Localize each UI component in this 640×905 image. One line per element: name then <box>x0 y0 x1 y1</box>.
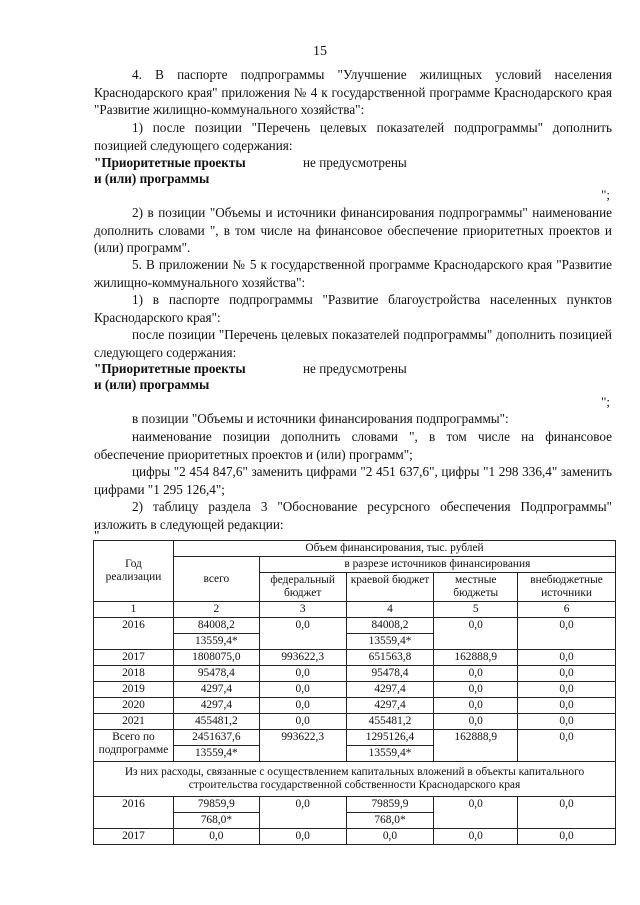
col-num: 3 <box>259 602 346 618</box>
cell-total: 2451637,6 <box>173 730 259 746</box>
page-number: 15 <box>313 44 327 59</box>
cell-federal: 0,0 <box>259 618 346 650</box>
header-extra: внебюджетные источники <box>518 573 616 602</box>
row-year: 2021 <box>94 714 174 730</box>
paragraph-4-1: 1) после позиции "Перечень целевых показателей подпрограммы" дополнить позицией следующего содержания: <box>94 120 612 153</box>
block1-label-1: "Приоритетные проекты <box>94 155 246 170</box>
total-row <box>94 730 616 746</box>
cell-local: 0,0 <box>434 829 518 845</box>
table-row <box>94 682 616 698</box>
block2-end: "; <box>601 394 610 409</box>
cell-regional: 4297,4 <box>346 698 434 714</box>
cell-federal: 0,0 <box>259 714 346 730</box>
row-year: 2020 <box>94 698 174 714</box>
cell-local: 162888,9 <box>434 650 518 666</box>
table-caption: Из них расходы, связанные с осуществлением капитальных вложений в объекты капитального строительства государственной собственности Краснодарского края <box>94 762 616 797</box>
row-year: 2016 <box>94 618 174 650</box>
block2-value: не предусмотрены <box>303 361 407 376</box>
header-volume: Объем финансирования, тыс. рублей <box>173 541 615 557</box>
cell-extra: 0,0 <box>518 682 616 698</box>
col-num: 6 <box>518 602 616 618</box>
cell-extra: 0,0 <box>518 797 616 829</box>
table-row <box>94 666 616 682</box>
cell-total-note: 13559,4* <box>173 746 259 762</box>
quote-open: " <box>94 528 100 543</box>
cell-regional-note: 768,0* <box>346 813 434 829</box>
cell-total: 0,0 <box>173 829 259 845</box>
cell-local: 0,0 <box>434 797 518 829</box>
cell-total: 1808075,0 <box>173 650 259 666</box>
cell-federal: 0,0 <box>259 682 346 698</box>
cell-local: 0,0 <box>434 682 518 698</box>
paragraph-5-pos: в позиции "Объемы и источники финансирования подпрограммы": <box>132 411 509 426</box>
cell-total: 84008,2 <box>173 618 259 634</box>
paragraph-4-2: 2) в позиции "Объемы и источники финансирования подпрограммы" наименование дополнить словами ", в том числе на финансовое обеспечение приоритетных проектов и (или) программ". <box>94 205 612 256</box>
header-year: Год реализации <box>94 541 174 602</box>
column-numbers <box>94 602 616 618</box>
row-year: Всего по подпрограмме <box>94 730 174 762</box>
cell-regional-note: 13559,4* <box>346 746 434 762</box>
table-row <box>94 797 616 813</box>
paragraph-4: 4. В паспорте подпрограммы "Улучшение жилищных условий населения Краснодарского края" приложения № 4 к государственной программе Краснодарского края "Развитие жилищно-коммунального хозяйства": <box>94 67 612 118</box>
cell-federal: 993622,3 <box>259 730 346 762</box>
col-num: 1 <box>94 602 174 618</box>
cell-regional: 651563,8 <box>346 650 434 666</box>
table-row <box>94 714 616 730</box>
cell-total: 79859,9 <box>173 797 259 813</box>
paragraph-5-figures: цифры "2 454 847,6" заменить цифрами "2 451 637,6", цифры "1 298 336,4" заменить цифрами "1 295 126,4"; <box>94 464 612 497</box>
cell-local: 0,0 <box>434 698 518 714</box>
col-num: 4 <box>346 602 434 618</box>
cell-total: 95478,4 <box>173 666 259 682</box>
cell-local: 0,0 <box>434 714 518 730</box>
cell-total-note: 768,0* <box>173 813 259 829</box>
cell-federal: 993622,3 <box>259 650 346 666</box>
cell-regional: 1295126,4 <box>346 730 434 746</box>
cell-regional: 455481,2 <box>346 714 434 730</box>
cell-regional-note: 13559,4* <box>346 634 434 650</box>
cell-extra: 0,0 <box>518 666 616 682</box>
cell-local: 0,0 <box>434 666 518 682</box>
table-row <box>94 650 616 666</box>
block1-end: "; <box>601 187 610 202</box>
cell-regional: 4297,4 <box>346 682 434 698</box>
row-year: 2017 <box>94 650 174 666</box>
cell-total: 455481,2 <box>173 714 259 730</box>
row-year: 2016 <box>94 797 174 829</box>
row-year: 2018 <box>94 666 174 682</box>
block2-label-1: "Приоритетные проекты <box>94 361 246 376</box>
cell-total: 4297,4 <box>173 698 259 714</box>
cell-regional: 79859,9 <box>346 797 434 813</box>
paragraph-5-name: наименование позиции дополнить словами ", в том числе на финансовое обеспечение приоритетных проектов и (или) программ"; <box>94 429 612 462</box>
caption-row <box>94 762 616 797</box>
cell-regional: 95478,4 <box>346 666 434 682</box>
header-regional: краевой бюджет <box>346 573 434 602</box>
paragraph-5-1: 1) в паспорте подпрограммы "Развитие благоустройства населенных пунктов Краснодарского края": <box>94 292 612 325</box>
header-federal: федеральный бюджет <box>259 573 346 602</box>
paragraph-5: 5. В приложении № 5 к государственной программе Краснодарского края "Развитие жилищно-коммунального хозяйства": <box>94 257 612 290</box>
cell-federal: 0,0 <box>259 829 346 845</box>
cell-federal: 0,0 <box>259 698 346 714</box>
col-num: 2 <box>173 602 259 618</box>
paragraph-5-2: 2) таблицу раздела 3 "Обоснование ресурсного обеспечения Подпрограммы" изложить в следующей редакции: <box>94 499 612 532</box>
table-row <box>94 618 616 634</box>
block1-value: не предусмотрены <box>303 155 407 170</box>
cell-extra: 0,0 <box>518 829 616 845</box>
cell-regional: 84008,2 <box>346 618 434 634</box>
cell-extra: 0,0 <box>518 714 616 730</box>
block1-label-2: и (или) программы <box>94 171 210 186</box>
cell-local: 162888,9 <box>434 730 518 762</box>
row-year: 2017 <box>94 829 174 845</box>
cell-extra: 0,0 <box>518 730 616 762</box>
cell-total: 4297,4 <box>173 682 259 698</box>
cell-extra: 0,0 <box>518 650 616 666</box>
header-total: всего <box>173 557 259 602</box>
cell-local: 0,0 <box>434 618 518 650</box>
table-row <box>94 829 616 845</box>
cell-extra: 0,0 <box>518 698 616 714</box>
paragraph-5-1-after: после позиции "Перечень целевых показателей подпрограммы" дополнить позицией следующего содержания: <box>94 327 612 360</box>
header-local: местные бюджеты <box>434 573 518 602</box>
resource-table <box>93 540 616 845</box>
cell-federal: 0,0 <box>259 666 346 682</box>
cell-extra: 0,0 <box>518 618 616 650</box>
cell-total-note: 13559,4* <box>173 634 259 650</box>
cell-federal: 0,0 <box>259 797 346 829</box>
col-num: 5 <box>434 602 518 618</box>
table-row <box>94 698 616 714</box>
cell-regional: 0,0 <box>346 829 434 845</box>
block2-label-2: и (или) программы <box>94 377 210 392</box>
header-sources: в разрезе источников финансирования <box>259 557 615 573</box>
row-year: 2019 <box>94 682 174 698</box>
